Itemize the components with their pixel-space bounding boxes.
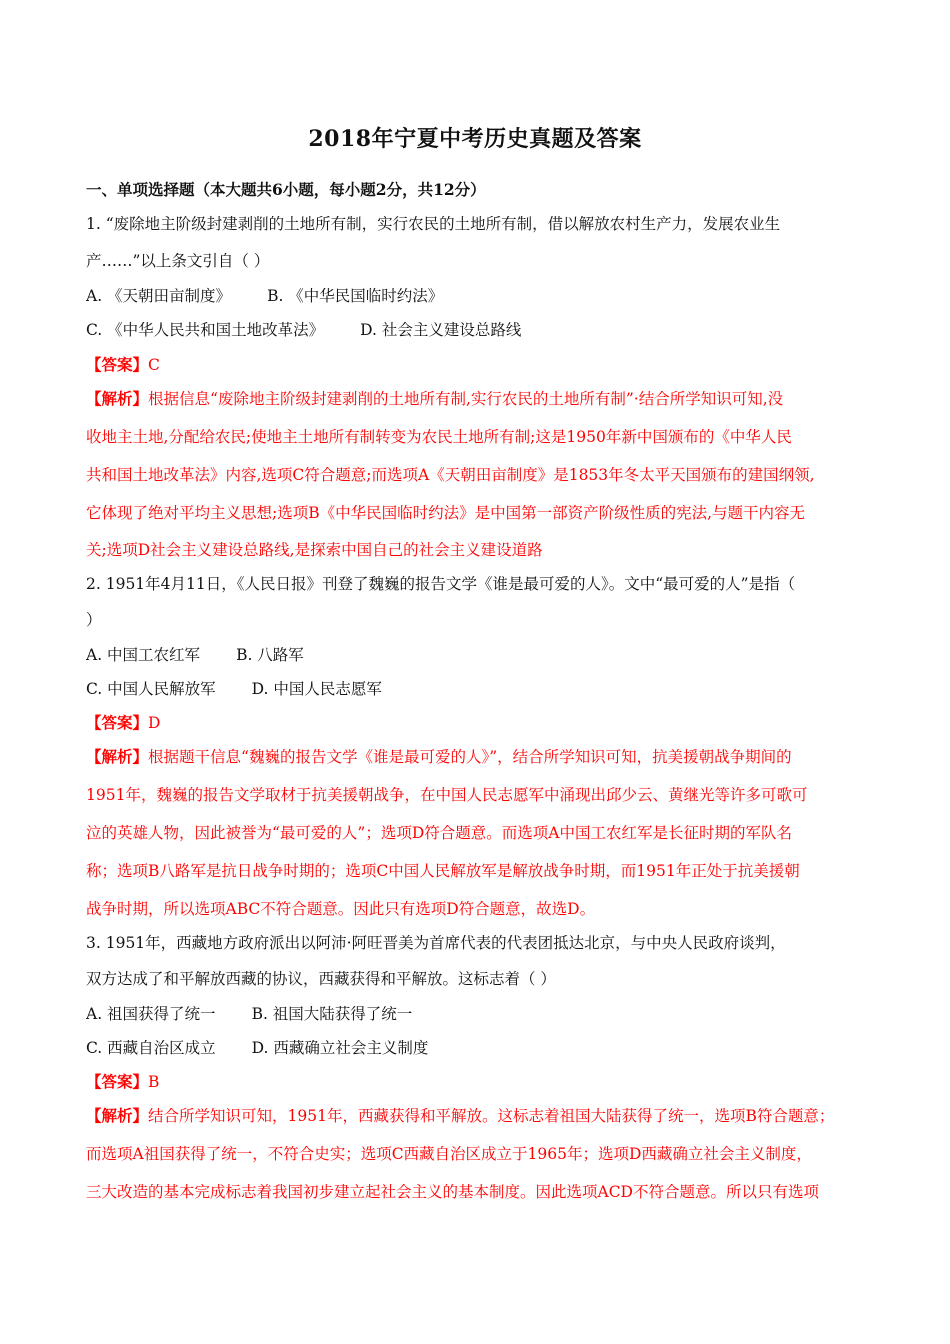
q1-options-ab <box>86 286 876 306</box>
q2-option-a: A. 中国工农红军 <box>86 646 201 664</box>
q1-option-d: D. 社会主义建设总路线 <box>360 321 522 339</box>
analysis-label: 【解析】 <box>86 1106 149 1125</box>
q3-analysis-line3: 三大改造的基本完成标志着我国初步建立起社会主义的基本制度。因此选项ACD不符合题意。所以只有选项 <box>86 1183 819 1201</box>
analysis-label: 【解析】 <box>86 747 149 766</box>
q2-options-ab <box>86 645 876 665</box>
page-title: 2018年宁夏中考历史真题及答案 <box>308 126 642 152</box>
q1-option-a: A. 《天朝田亩制度》 <box>86 287 232 305</box>
q1-analysis-line2: 收地主土地,分配给农民;使地主土地所有制转变为农民土地所有制;这是1950年新中国颁布的《中华人民 <box>86 428 792 446</box>
q2-analysis-line3: 泣的英雄人物，因此被誉为“最可爱的人”；选项D符合题意。而选项A中国工农红军是长征时期的军队名 <box>86 824 792 842</box>
q1-answer <box>86 355 876 375</box>
q1-analysis-text1: 根据信息“废除地主阶级封建剥削的土地所有制,实行农民的土地所有制”·结合所学知识可知,没 <box>148 390 784 408</box>
q2-option-b: B. 八路军 <box>236 646 304 664</box>
q3-answer <box>86 1072 876 1092</box>
q1-analysis-line5: 关;选项D社会主义建设总路线,是探索中国自己的社会主义建设道路 <box>86 541 543 559</box>
q3-options-ab <box>86 1004 876 1024</box>
q2-stem-line2: ） <box>86 611 102 629</box>
q1-analysis-line1 <box>86 389 876 409</box>
answer-label: 【答案】 <box>86 1072 149 1091</box>
q2-analysis-text1: 根据题干信息“魏巍的报告文学《谁是最可爱的人》”，结合所学知识可知，抗美援朝战争期间的 <box>148 748 792 766</box>
q3-answer-value: B <box>148 1073 160 1091</box>
q2-analysis-line5: 战争时期，所以选项ABC不符合题意。因此只有选项D符合题意，故选D。 <box>86 900 596 918</box>
section-heading: 一、单项选择题（本大题共6小题，每小题2分，共12分） <box>86 180 486 199</box>
q3-analysis-text1: 结合所学知识可知，1951年，西藏获得和平解放。这标志着祖国大陆获得了统一，选项B符合题意； <box>148 1107 835 1125</box>
q3-analysis-line2: 而选项A祖国获得了统一，不符合史实；选项C西藏自治区成立于1965年；选项D西藏确立社会主义制度， <box>86 1145 812 1163</box>
q1-analysis-line4: 它体现了绝对平均主义思想;选项B《中华民国临时约法》是中国第一部资产阶级性质的宪法,与题干内容无 <box>86 504 806 522</box>
analysis-label: 【解析】 <box>86 389 149 408</box>
q1-answer-value: C <box>148 356 160 374</box>
q1-analysis-line3: 共和国土地改革法》内容,选项C符合题意;而选项A《天朝田亩制度》是1853年冬太平天国颁布的建国纲领, <box>86 466 815 484</box>
q1-options-cd <box>86 320 876 340</box>
q2-answer-value: D <box>148 714 161 732</box>
q2-options-cd <box>86 679 876 699</box>
q1-option-b: B. 《中华民国临时约法》 <box>267 287 444 305</box>
answer-label: 【答案】 <box>86 713 149 732</box>
answer-label: 【答案】 <box>86 355 149 374</box>
q2-stem-line1: 2. 1951年4月11日，《人民日报》刊登了魏巍的报告文学《谁是最可爱的人》。文中“最可爱的人”是指（ <box>86 575 796 593</box>
q3-option-d: D. 西藏确立社会主义制度 <box>251 1039 429 1057</box>
q1-stem-line1: 1. “废除地主阶级封建剥削的土地所有制，实行农民的土地所有制，借以解放农村生产力，发展农业生 <box>86 215 781 233</box>
q2-option-d: D. 中国人民志愿军 <box>251 680 382 698</box>
q1-stem-line2: 产……”以上条文引自（ ） <box>86 252 270 270</box>
q2-analysis-line4: 称；选项B八路军是抗日战争时期的；选项C中国人民解放军是解放战争时期，而1951年正处于抗美援朝 <box>86 862 800 880</box>
q2-option-c: C. 中国人民解放军 <box>86 680 216 698</box>
q3-stem-line2: 双方达成了和平解放西藏的协议，西藏获得和平解放。这标志着（ ） <box>86 970 556 988</box>
q2-analysis-line2: 1951年，魏巍的报告文学取材于抗美援朝战争，在中国人民志愿军中涌现出邱少云、黄继光等许多可歌可 <box>86 786 808 804</box>
q3-stem-line1: 3. 1951年，西藏地方政府派出以阿沛·阿旺晋美为首席代表的代表团抵达北京，与中央人民政府谈判， <box>86 934 786 952</box>
q3-option-a: A. 祖国获得了统一 <box>86 1005 216 1023</box>
q3-option-c: C. 西藏自治区成立 <box>86 1039 216 1057</box>
q3-options-cd <box>86 1038 876 1058</box>
q3-option-b: B. 祖国大陆获得了统一 <box>251 1005 413 1023</box>
q2-answer <box>86 713 876 733</box>
q3-analysis-line1 <box>86 1106 876 1126</box>
q1-option-c: C. 《中华人民共和国土地改革法》 <box>86 321 325 339</box>
q2-analysis-line1 <box>86 747 876 767</box>
